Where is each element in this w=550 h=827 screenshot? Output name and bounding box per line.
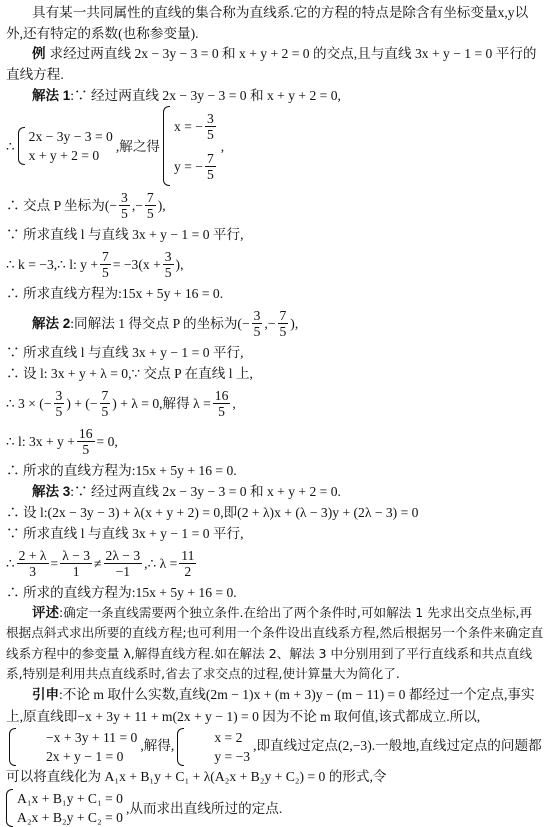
method1-slope-line <box>6 245 544 283</box>
fraction-den: 5 <box>164 264 172 280</box>
y-eq-text: y = − <box>174 158 203 174</box>
fraction <box>119 190 130 221</box>
left-brace <box>18 127 25 165</box>
fraction-den: −1 <box>115 563 131 579</box>
system-eq-2: A₂x + B₂y + C₂ = 0 <box>17 810 123 826</box>
fraction <box>205 111 216 142</box>
fraction-num: 7 <box>146 189 154 205</box>
solution-x <box>174 106 218 146</box>
method2-text-post: ), <box>290 315 299 331</box>
fraction <box>205 151 216 182</box>
equation-system <box>6 789 123 827</box>
method1-result-line: ∴ 所求直线方程为:15x + 5y + 16 = 0. <box>6 286 224 301</box>
fraction <box>145 190 156 221</box>
system-eq-2: x + y + 2 = 0 <box>28 148 100 163</box>
extension-label: 引申 <box>32 687 59 703</box>
method2-text-pre: :同解法 1 得交点 P 的坐标为(− <box>70 315 250 331</box>
slope-text-pre: ∴ k = −3,∴ l: y + <box>6 256 99 272</box>
method2-set-line: ∴ 设 l: 3x + y + λ = 0,∵ 交点 P 在直线 l 上, <box>6 366 253 381</box>
system-eq-2: 2x + y − 1 = 0 <box>46 749 124 765</box>
fraction <box>100 388 111 419</box>
fraction-den: 5 <box>206 126 214 142</box>
fraction-num: 11 <box>181 547 195 563</box>
method3-premise: :∵ 经过两直线 2x − 3y − 3 = 0 和 x + y + 2 = 0. <box>70 484 341 499</box>
system-eq-1: A₁x + B₁y + C₁ = 0 <box>17 791 123 807</box>
fraction-num: 3 <box>164 248 172 264</box>
method1-label: 解法 1 <box>32 88 71 103</box>
solution-y <box>174 146 218 186</box>
fraction-den: 5 <box>218 403 225 419</box>
method3-ratio-line <box>6 544 544 582</box>
fraction-den: 5 <box>82 441 90 457</box>
fraction-num: 3 <box>121 189 128 205</box>
fraction-den: 2 <box>184 563 192 579</box>
method1-line1 <box>6 85 544 106</box>
method2-result-line: ∴ 所求的直线方程为:15x + 5y + 16 = 0. <box>6 463 237 478</box>
method1-point-line <box>6 186 544 224</box>
fraction <box>213 388 231 419</box>
method3-label: 解法 3 <box>32 484 71 499</box>
solution-system <box>177 728 250 766</box>
system-eq-1: −x + 3y + 11 = 0 <box>46 730 138 746</box>
fraction-num: 16 <box>214 387 229 403</box>
fraction <box>100 249 111 280</box>
fraction-num: 7 <box>101 387 109 403</box>
method2-l-line <box>6 422 544 460</box>
solution-y: y = −3 <box>214 749 251 765</box>
example-text: 求经过两直线 2x − 3y − 3 = 0 和 x + y + 2 = 0 的交点,且与直线 3x + y − 1 = 0 平行的直线方程. <box>6 46 537 82</box>
example-paragraph <box>6 44 544 85</box>
extension-text-1: :不论 m 取什么实数,直线(2m − 1)x + (m + 3)y − (m − 11) = 0 都经过一个定点,事实上,原直线即−x + 3y + 11 + m(2x + y − 1) = 0 因为不论 m 取何值,该式都成立.所以, <box>6 687 535 725</box>
method1-system-line <box>6 106 544 186</box>
method2-label: 解法 2 <box>32 315 71 331</box>
comment-label: 评述 <box>32 605 59 620</box>
method2-line1 <box>6 304 544 342</box>
not-equal-sign: ≠ <box>94 555 102 571</box>
method3-set-line: ∴ 设 l:(2x − 3y − 3) + λ(x + y + 2) = 0,即(2 + λ)x + (λ − 3)y + (2λ − 3) = 0 <box>6 505 419 520</box>
fraction-den: 5 <box>206 166 214 182</box>
fraction-num: 3 <box>253 307 261 323</box>
point-text-mid: ,− <box>131 197 143 213</box>
fraction <box>60 548 92 579</box>
fraction-den: 5 <box>279 323 287 339</box>
fraction-num: 2λ − 3 <box>105 547 141 563</box>
fraction-den: 5 <box>121 205 128 221</box>
extension-text-3: ,从而求出直线所过的定点. <box>125 800 283 816</box>
comment-text: :确定一条直线需要两个独立条件.在给出了两个条件时,可如解法 1 先求出交点坐标,再根据点斜式求出所要的直线方程;也可利用一个条件设出直线系方程,然后根据另一个条件来确定直线系方程中的参变量 λ,解得直线方程.如在解法 2、解法 3 中分别用到了平行直线系和共点直线系,特别是利用共点直线系时,省去了求交点的过程,使计算量大为简化了. <box>6 605 544 681</box>
fraction <box>163 249 174 280</box>
l-text-pre: ∴ l: 3x + y + <box>6 433 75 449</box>
fraction-den: 3 <box>29 563 36 579</box>
l-text-post: = 0, <box>96 433 118 449</box>
left-brace <box>163 106 170 186</box>
fraction-num: 3 <box>55 387 63 403</box>
fraction-den: 5 <box>55 403 63 419</box>
x-eq-text: x = − <box>174 118 203 134</box>
fraction-num: 3 <box>206 110 214 126</box>
fraction <box>17 548 49 579</box>
method3-parallel-line: ∵ 所求直线 l 与直线 3x + y − 1 = 0 平行, <box>6 526 244 541</box>
comma: , <box>220 138 225 154</box>
fraction <box>77 426 95 457</box>
fraction <box>104 548 143 579</box>
point-text-post: ), <box>157 197 166 213</box>
fraction-num: 7 <box>279 307 287 323</box>
fraction-den: 5 <box>146 205 154 221</box>
calc-text-post: ) + λ = 0,解得 λ = <box>112 395 211 411</box>
extension-text-2: ,即直线过定点(2,−3).一般地,直线过定点的问题都可以将直线化为 A₁x + B₁y + C₁ + λ(A₂x + B₂y + C₂) = 0 的形式,令 <box>6 738 542 785</box>
extension-paragraph <box>6 684 544 788</box>
equation-system <box>9 728 137 766</box>
solution-x: x = 2 <box>214 730 243 746</box>
left-brace <box>6 789 13 827</box>
slope-text-post: ), <box>175 256 184 272</box>
intro-paragraph: 具有某一共同属性的直线的集合称为直线系.它的方程的特点是除含有坐标变量x,y以外,还有特定的系数(也称参变量). <box>6 5 529 41</box>
fraction <box>252 308 263 339</box>
solve-text: ,解得, <box>140 738 175 754</box>
method2-calc-line <box>6 384 544 422</box>
therefore-symbol: ∴ <box>6 555 15 571</box>
comment-paragraph <box>6 603 544 684</box>
fraction <box>278 308 289 339</box>
fraction-den: 5 <box>101 403 109 419</box>
slope-text-mid: = −3(x + <box>112 256 161 272</box>
fraction-num: 2 + λ <box>18 547 47 563</box>
equation-system <box>18 127 113 165</box>
method3-line1 <box>6 481 544 502</box>
left-brace <box>177 728 184 766</box>
fraction-den: 5 <box>253 323 261 339</box>
lambda-text: ,∴ λ = <box>144 555 178 571</box>
fraction-num: 7 <box>206 150 214 166</box>
method2-text-mid: ,− <box>264 315 276 331</box>
left-brace <box>9 728 16 766</box>
comma: , <box>232 395 236 411</box>
method3-result-line: ∴ 所求的直线方程为:15x + 5y + 16 = 0. <box>6 585 237 600</box>
fraction <box>54 388 65 419</box>
point-text-pre: ∴ 交点 P 坐标为(− <box>6 197 118 213</box>
fraction-num: λ − 3 <box>62 547 91 563</box>
calc-text-mid: ) + (− <box>66 395 98 411</box>
system-eq-1: 2x − 3y − 3 = 0 <box>28 129 113 144</box>
equals-sign: = <box>50 555 59 571</box>
solution-system <box>163 106 218 186</box>
calc-text-pre: ∴ 3 × (− <box>6 395 52 411</box>
method2-parallel-line: ∵ 所求直线 l 与直线 3x + y − 1 = 0 平行, <box>6 345 244 360</box>
example-label: 例 <box>32 46 46 61</box>
therefore-symbol: ∴ <box>6 138 15 154</box>
solve-text: ,解之得 <box>115 138 161 154</box>
extension-final-line <box>6 789 544 827</box>
fraction-den: 1 <box>72 563 80 579</box>
fraction-den: 5 <box>102 264 109 280</box>
fraction-num: 7 <box>102 248 109 264</box>
fraction-num: 16 <box>78 425 93 441</box>
fraction <box>179 548 196 579</box>
method1-parallel-line: ∵ 所求直线 l 与直线 3x + y − 1 = 0 平行, <box>6 227 244 242</box>
method1-premise: :∵ 经过两直线 2x − 3y − 3 = 0 和 x + y + 2 = 0, <box>70 88 341 103</box>
